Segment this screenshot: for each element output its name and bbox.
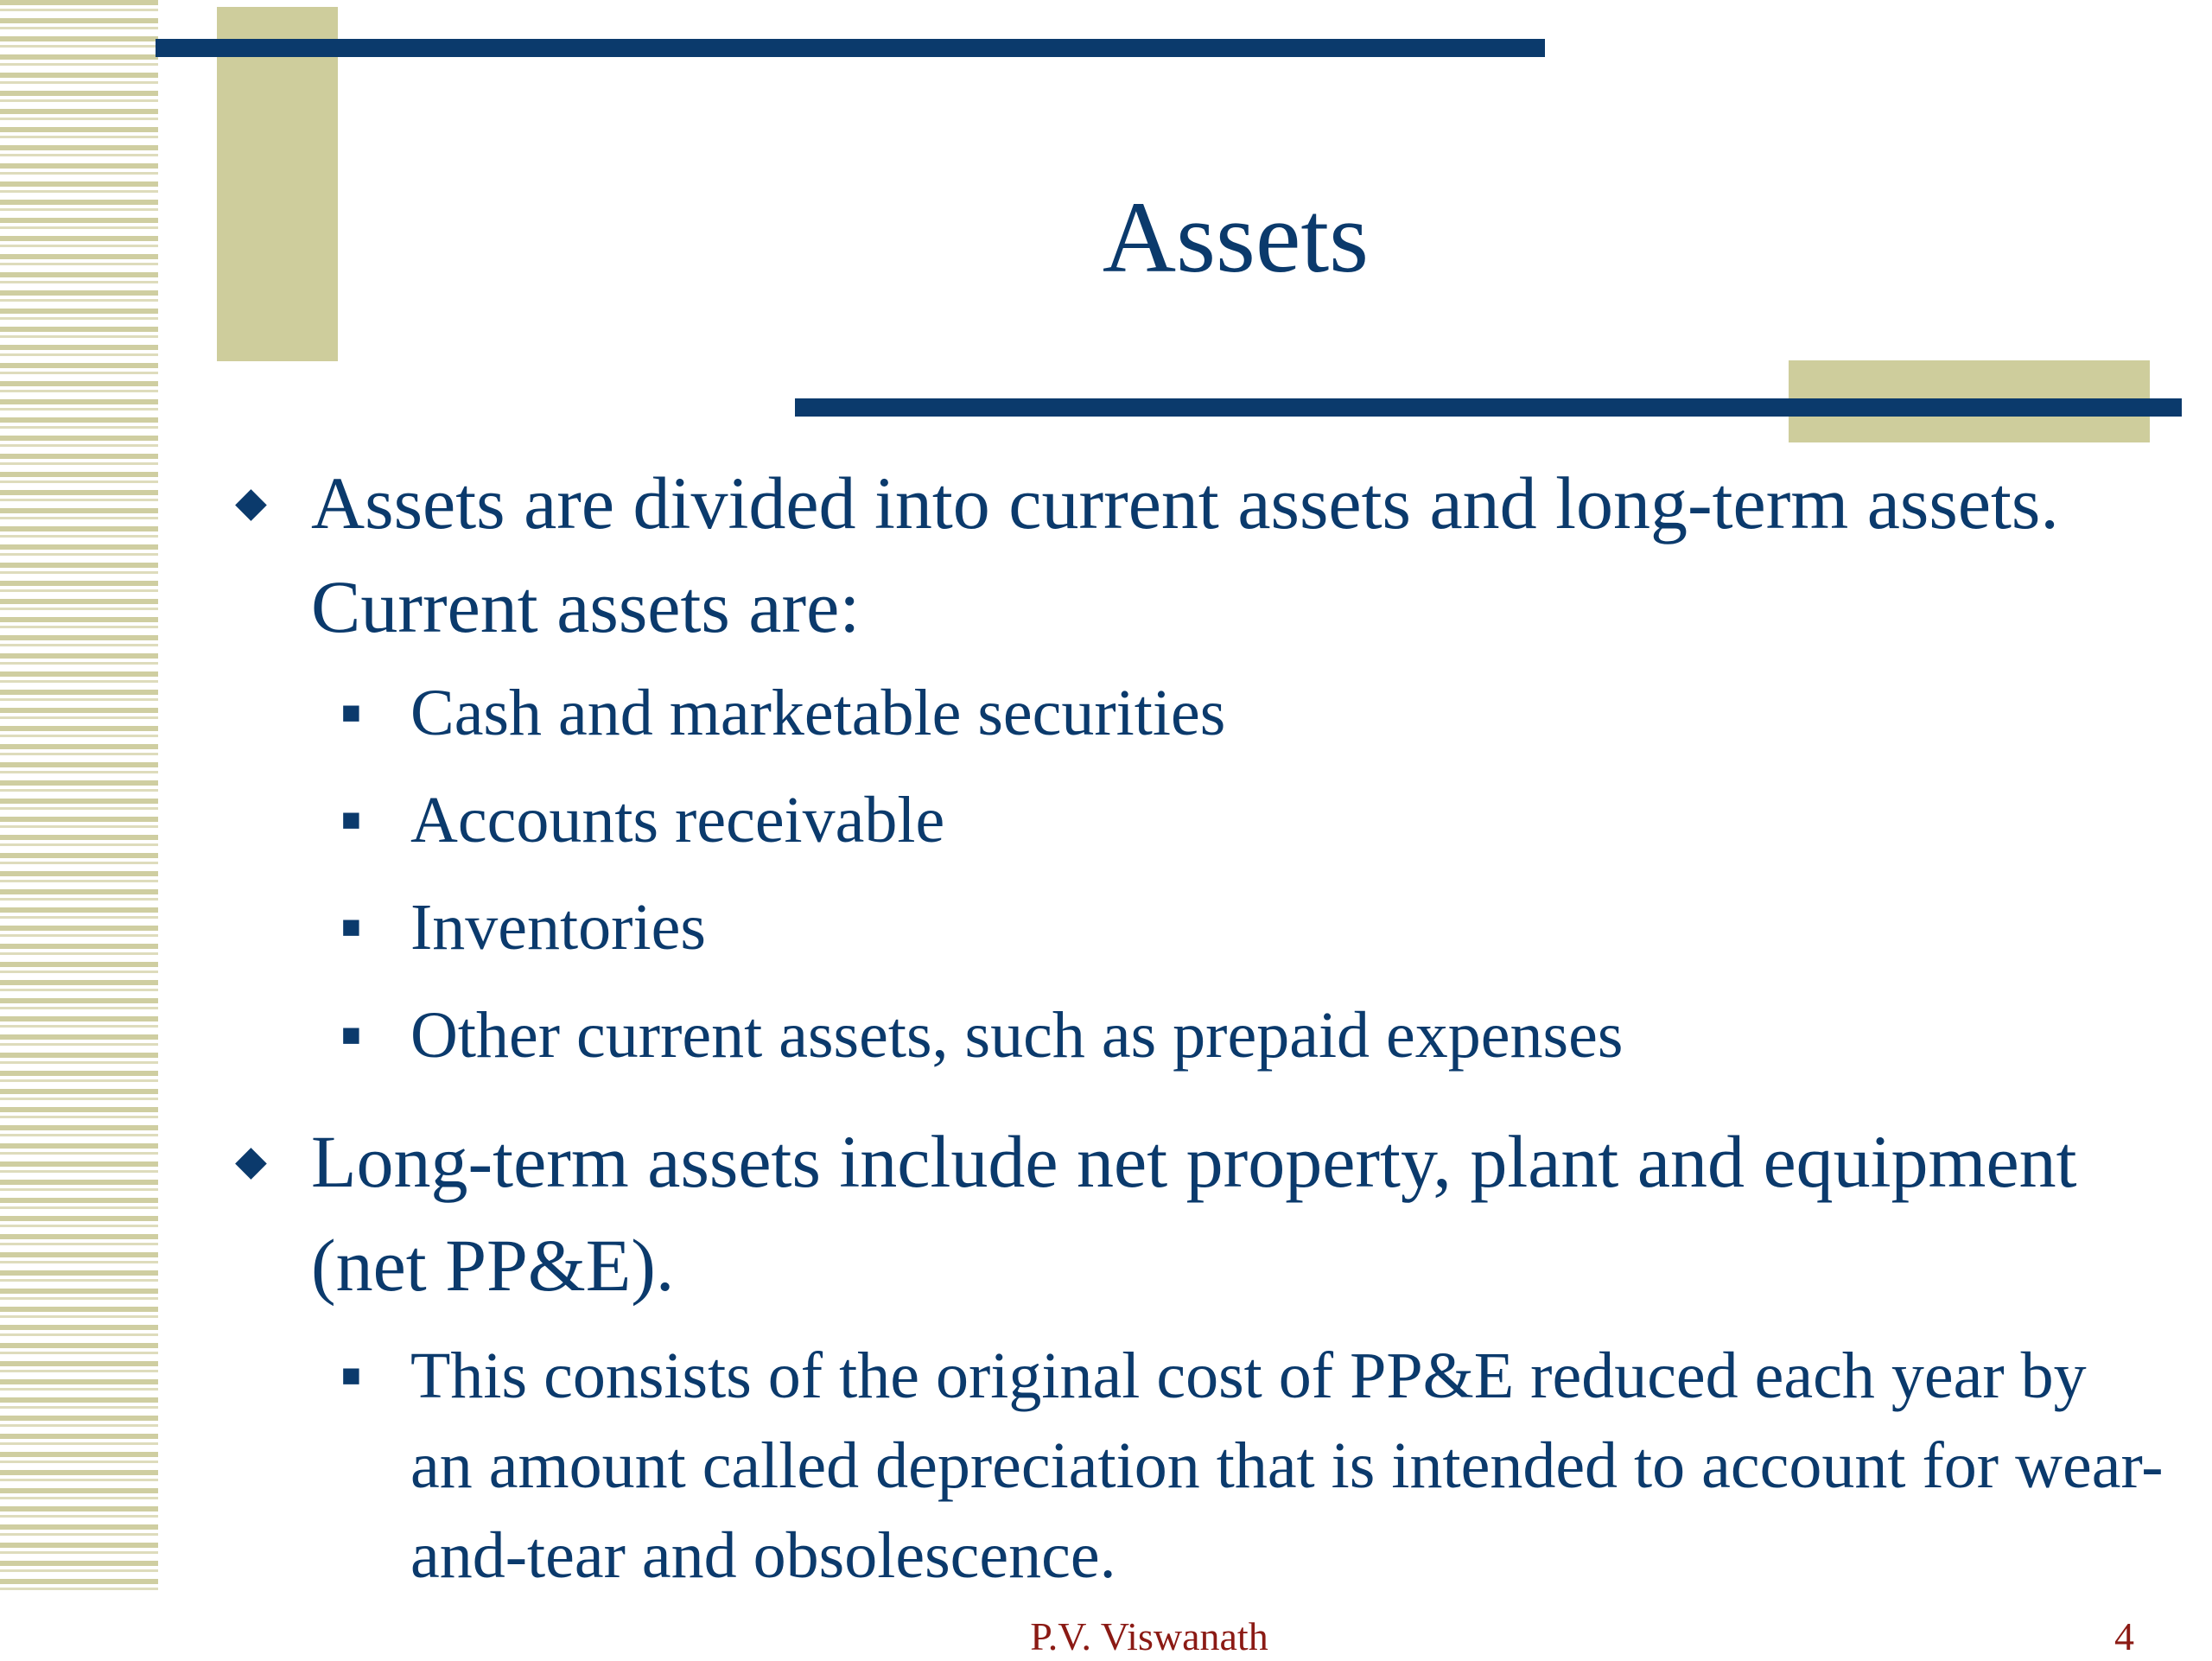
sub-bullet-text: Accounts receivable: [410, 784, 945, 856]
square-bullet-icon: ■: [341, 695, 361, 731]
square-bullet-icon: ■: [341, 802, 361, 838]
square-bullet-icon: ■: [341, 1017, 361, 1053]
bullet-long-term-assets: [235, 1110, 2160, 1317]
bullet-current-vs-long-term: [235, 451, 2160, 659]
footer-author: P.V. Viswanath: [1030, 1614, 1268, 1658]
slide-title: Assets: [1102, 181, 1370, 294]
sub-bullet-text: This consists of the original cost of PP&E reduced each year by an amount called depreciation that is intended to account for wear-and-tear and obsolescence.: [410, 1340, 2164, 1592]
sub-bullet-inventories: [341, 882, 2164, 972]
square-bullet-icon: ■: [341, 1358, 361, 1394]
diamond-bullet-icon: ◆: [235, 1138, 267, 1184]
sub-bullet-text: Inventories: [410, 891, 706, 964]
bullet-text: Assets are divided into current assets and long-term assets. Current assets are:: [311, 461, 2059, 648]
sub-bullet-text: Cash and marketable securities: [410, 677, 1226, 749]
square-bullet-icon: ■: [341, 909, 361, 945]
bullet-text: Long-term assets include net property, plant and equipment (net PP&E).: [311, 1120, 2077, 1307]
sub-bullet-receivable: [341, 775, 2164, 865]
sub-bullet-other-current: [341, 990, 2164, 1080]
sub-bullet-cash: [341, 668, 2164, 758]
sub-bullet-text: Other current assets, such as prepaid expenses: [410, 999, 1624, 1072]
sub-bullet-depreciation: [341, 1331, 2164, 1601]
diamond-bullet-icon: ◆: [235, 480, 267, 525]
footer-page-number: 4: [2114, 1614, 2134, 1658]
